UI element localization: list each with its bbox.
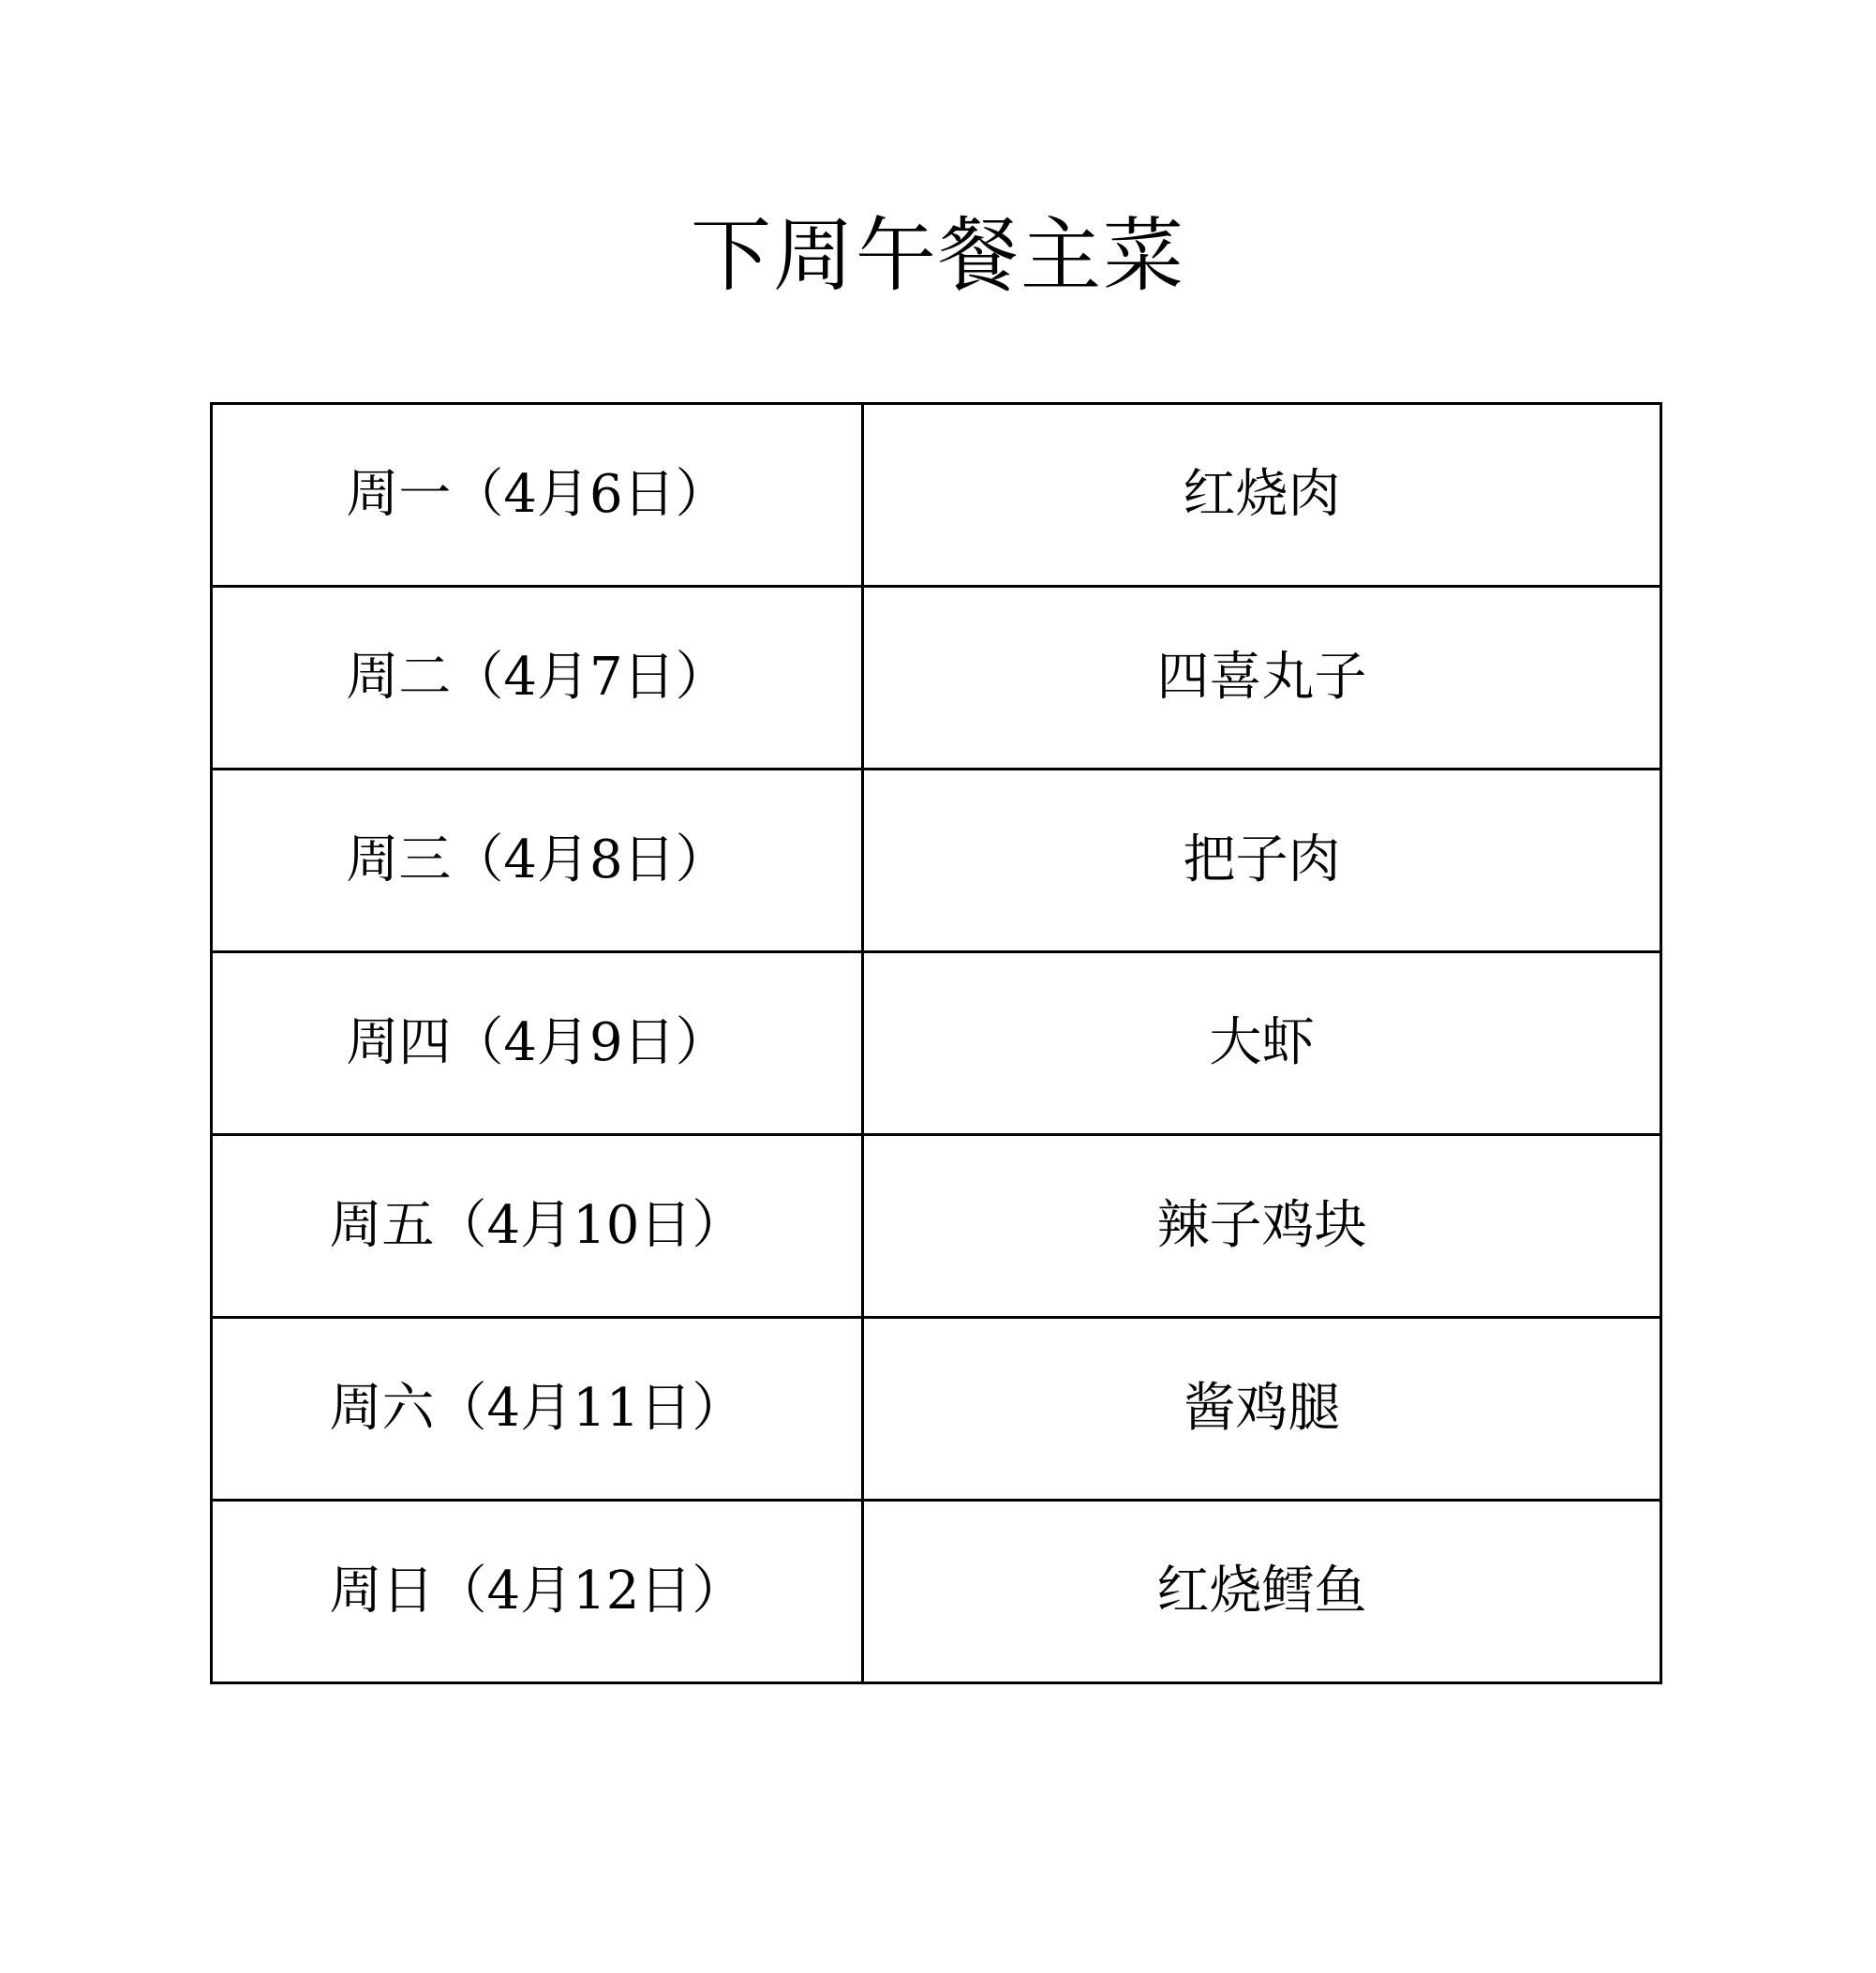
day-cell: 周二（4月7日）: [212, 587, 863, 770]
dish-cell: 辣子鸡块: [863, 1135, 1661, 1318]
dish-cell: 四喜丸子: [863, 587, 1661, 770]
day-cell: 周六（4月11日）: [212, 1318, 863, 1501]
dish-cell: 大虾: [863, 952, 1661, 1135]
day-cell: 周一（4月6日）: [212, 404, 863, 587]
dish-cell: 酱鸡腿: [863, 1318, 1661, 1501]
table-row: [212, 1501, 1661, 1683]
day-cell: 周三（4月8日）: [212, 770, 863, 952]
day-cell: 周日（4月12日）: [212, 1501, 863, 1683]
table-row: [212, 1135, 1661, 1318]
table-row: [212, 952, 1661, 1135]
dish-cell: 把子肉: [863, 770, 1661, 952]
table-row: [212, 770, 1661, 952]
table-row: [212, 1318, 1661, 1501]
page-title: 下周午餐主菜: [691, 209, 1185, 303]
day-cell: 周四（4月9日）: [212, 952, 863, 1135]
lunch-menu-table: [210, 402, 1662, 1684]
day-cell: 周五（4月10日）: [212, 1135, 863, 1318]
table-row: [212, 587, 1661, 770]
dish-cell: 红烧鳕鱼: [863, 1501, 1661, 1683]
table-row: [212, 404, 1661, 587]
dish-cell: 红烧肉: [863, 404, 1661, 587]
